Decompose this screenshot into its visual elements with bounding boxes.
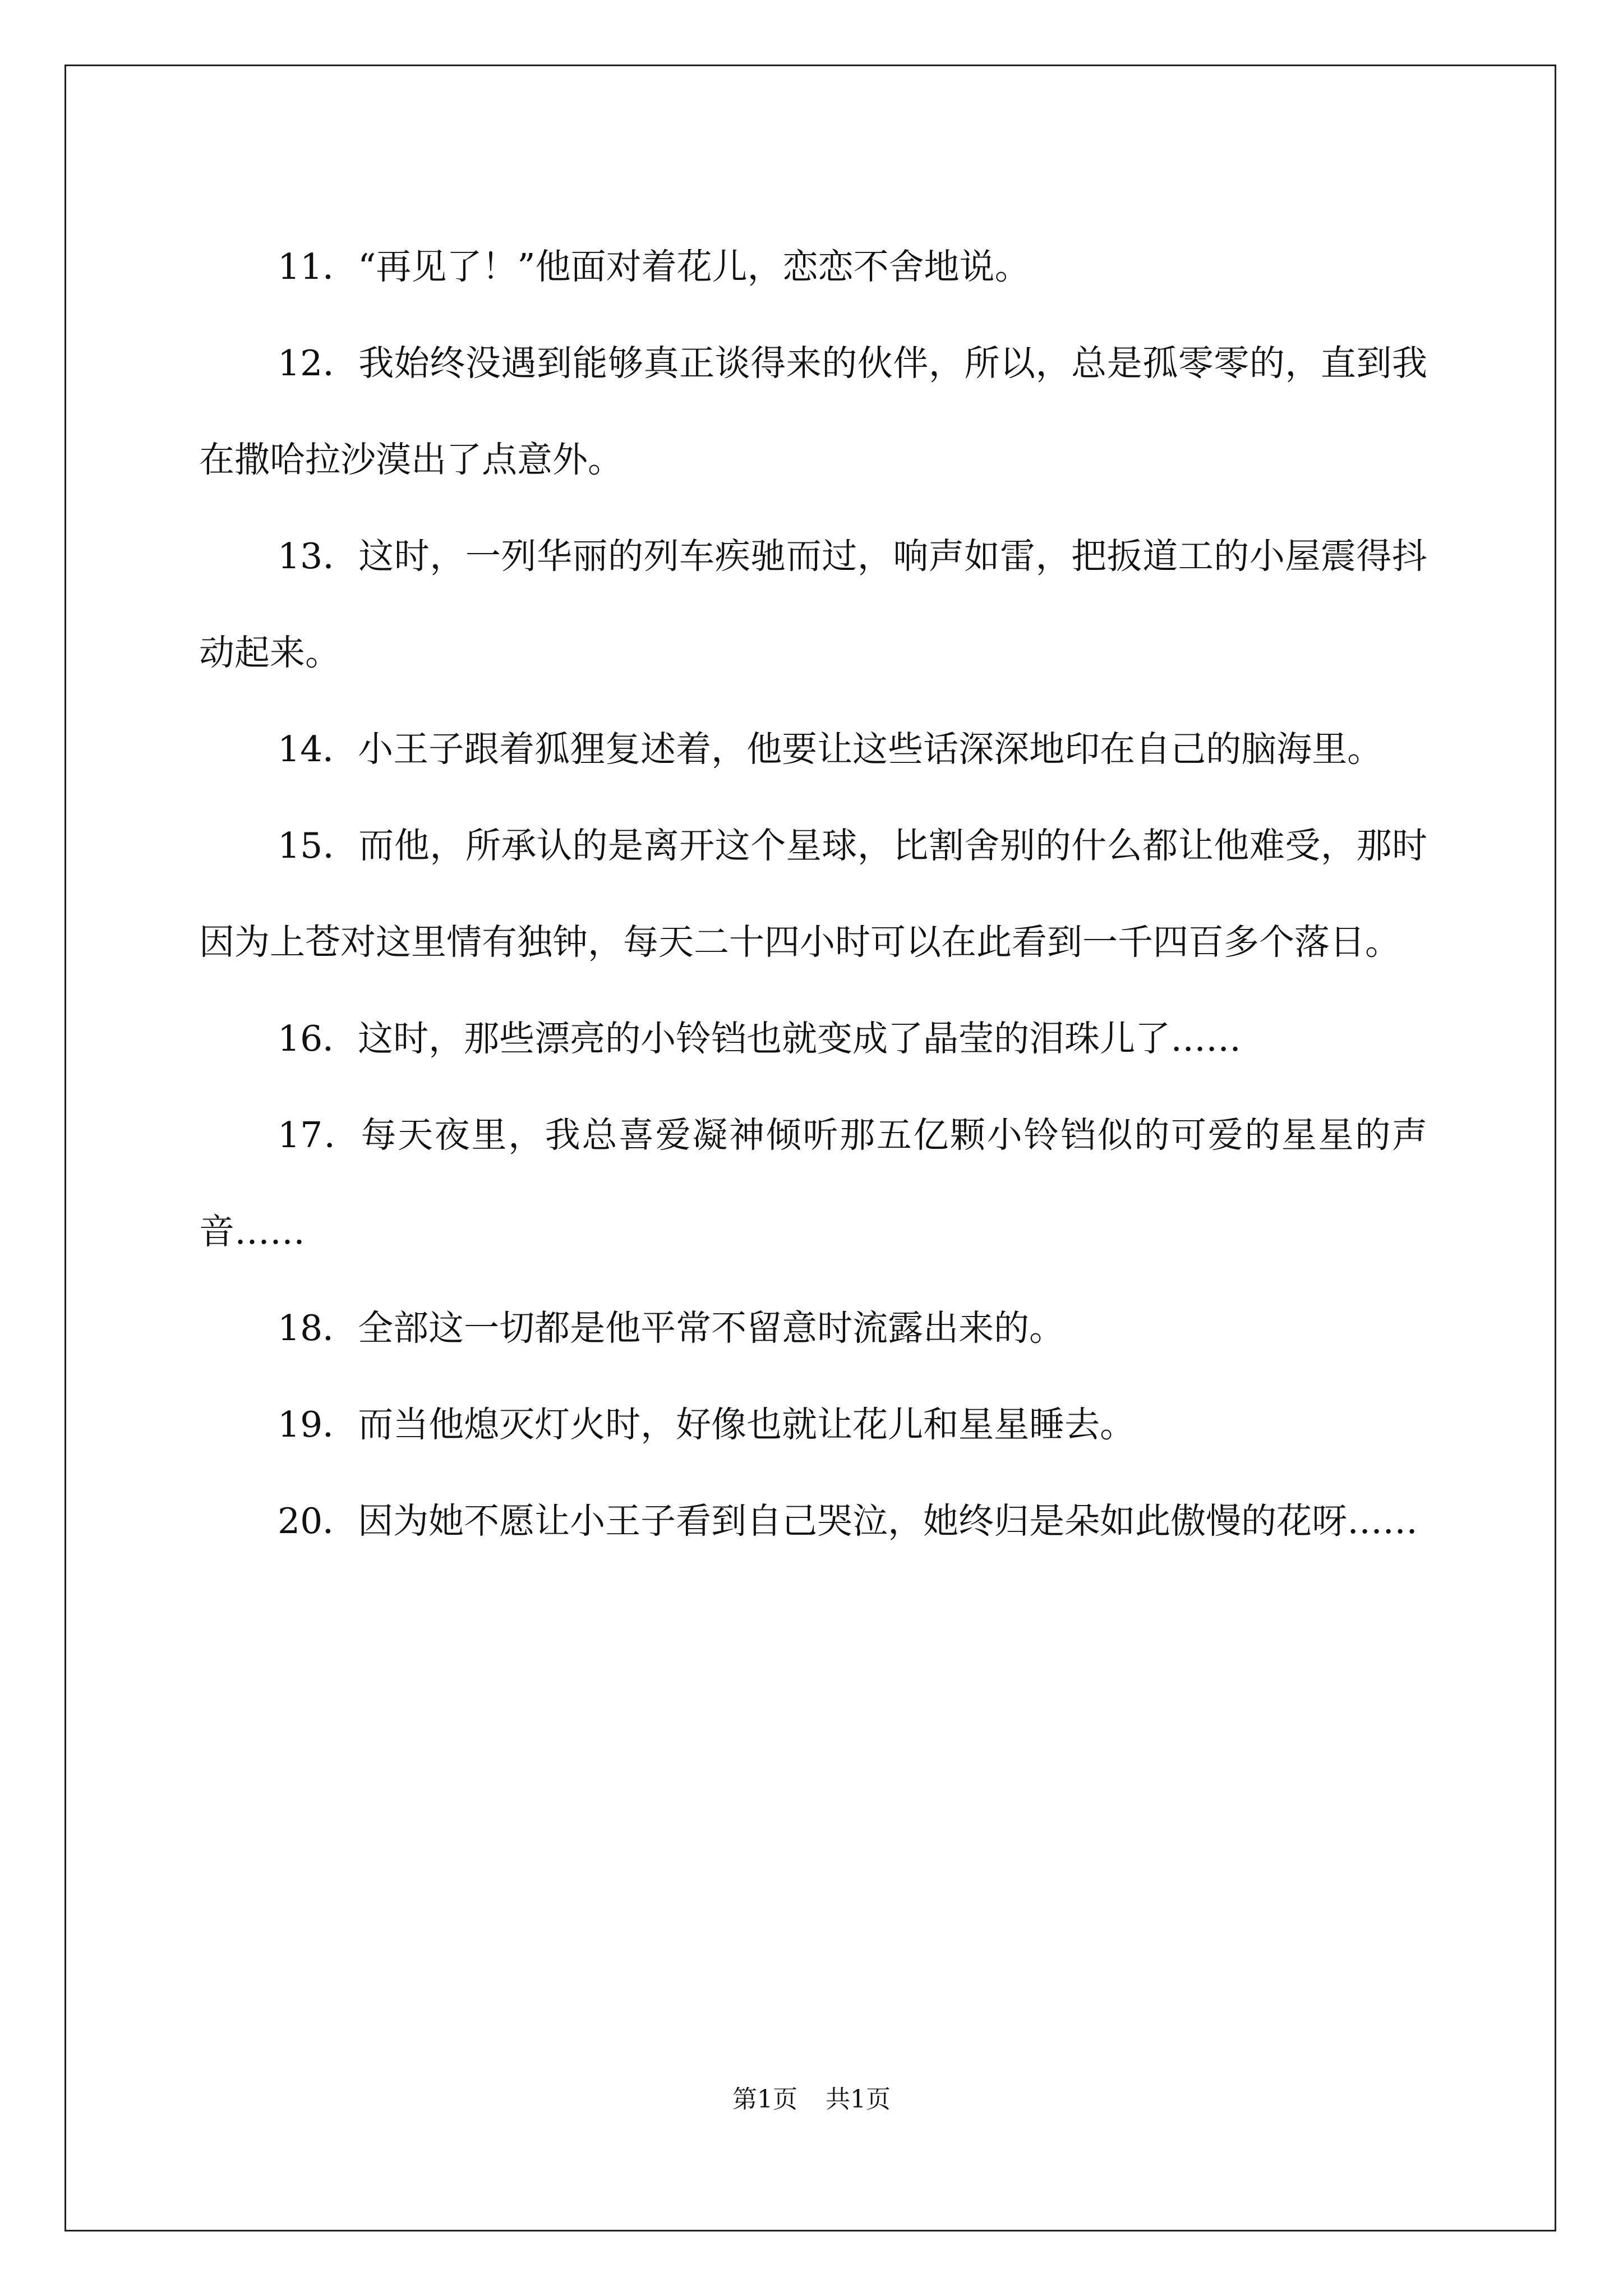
- page-footer: [0, 2083, 1623, 2116]
- paragraph-13: 13．这时，一列华丽的列车疾驰而过，响声如雷，把扳道工的小屋震得抖动起来。: [199, 536, 1427, 673]
- paragraph-18: 18．全部这一切都是他平常不留意时流露出来的。: [278, 1308, 1065, 1349]
- paragraph-11: 11．“再见了！”他面对着花儿，恋恋不舍地说。: [278, 246, 1030, 287]
- document-body: [199, 219, 1427, 1570]
- paragraph-12: 12．我始终没遇到能够真正谈得来的伙伴，所以，总是孤零零的，直到我在撒哈拉沙漠出了点意外。: [199, 343, 1427, 480]
- page-total-label: 共1页: [826, 2085, 891, 2114]
- paragraph-19: 19．而当他熄灭灯火时，好像也就让花儿和星星睡去。: [278, 1404, 1136, 1445]
- paragraph-16: 16．这时，那些漂亮的小铃铛也就变成了晶莹的泪珠儿了……: [278, 1018, 1242, 1059]
- paragraph-14: 14．小王子跟着狐狸复述着，他要让这些话深深地印在自己的脑海里。: [278, 729, 1383, 770]
- page-current-label: 第1页: [732, 2085, 797, 2114]
- paragraph-15: 15．而他，所承认的是离开这个星球，比割舍别的什么都让他难受，那时因为上苍对这里情有独钟，每天二十四小时可以在此看到一千四百多个落日。: [199, 825, 1427, 963]
- paragraph-20: 20．因为她不愿让小王子看到自己哭泣，她终归是朵如此傲慢的花呀……: [278, 1501, 1418, 1542]
- paragraph-17: 17．每天夜里，我总喜爱凝神倾听那五亿颗小铃铛似的可爱的星星的声音……: [199, 1115, 1427, 1252]
